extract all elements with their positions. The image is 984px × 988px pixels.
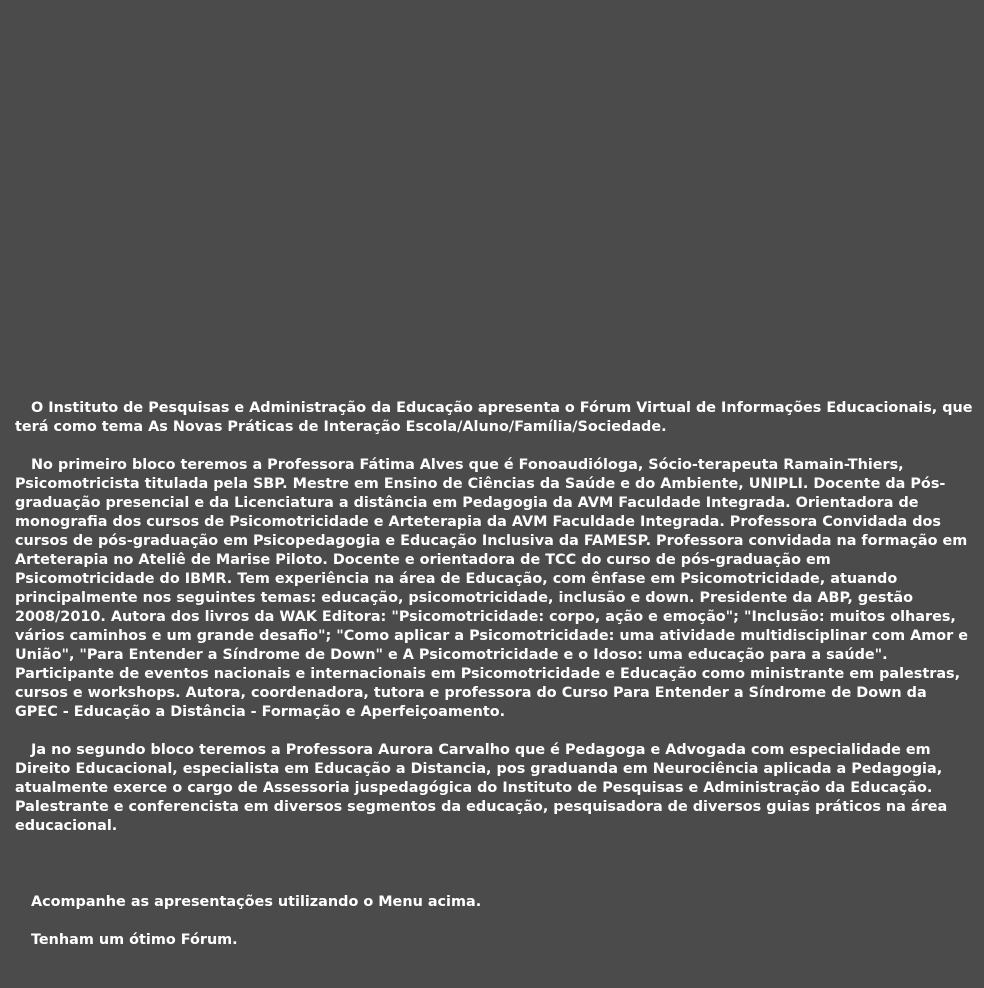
spacer [15, 722, 973, 741]
second-block-paragraph: Ja no segundo bloco teremos a Professora Aurora Carvalho que é Pedagoga e Advogada com especialidade em Direito Educacional, especialista em Educação a Distancia, pos graduanda em Neurociência aplicada a Pedagogia, atualmente exerce o cargo de Assessoria juspedagógica do Instituto de Pesquisas e Administração da Educação. Palestrante e conferencista em diversos segmentos da educação, pesquisadora de diversos guias práticos na área educacional. [15, 742, 948, 834]
spacer [15, 437, 973, 456]
spacer [15, 836, 973, 893]
forum-description [15, 399, 973, 950]
menu-hint-paragraph: Acompanhe as apresentações utilizando o Menu acima. [31, 894, 482, 910]
intro-paragraph: O Instituto de Pesquisas e Administração da Educação apresenta o Fórum Virtual de Informações Educacionais, que terá como tema As Novas Práticas de Interação Escola/Aluno/Família/Sociedade. [15, 400, 973, 435]
closing-paragraph: Tenham um ótimo Fórum. [31, 932, 238, 948]
spacer [15, 912, 973, 931]
first-block-paragraph: No primeiro bloco teremos a Professora Fátima Alves que é Fonoaudióloga, Sócio-terapeuta Ramain-Thiers, Psicomotricista titulada pela SBP. Mestre em Ensino de Ciências da Saúde e do Ambiente, UNIPLI. Docente da Pós-graduação presencial e da Licenciatura a distância em Pedagogia da AVM Faculdade Integrada. Orientadora de monografia dos cursos de Psicomotricidade e Arteterapia da AVM Faculdade Integrada. Professora Convidada dos cursos de pós-graduação em Psicopedagogia e Educação Inclusiva da FAMESP. Professora convidada na formação em Arteterapia no Ateliê de Marise Piloto. Docente e orientadora de TCC do curso de pós-graduação em Psicomotricidade do IBMR. Tem experiência na área de Educação, com ênfase em Psicomotricidade, atuando principalmente nos seguintes temas: educação, psicomotricidade, inclusão e down. Presidente da ABP, gestão 2008/2010. Autora dos livros da WAK Editora: "Psicomotricidade: corpo, ação e emoção"; "Inclusão: muitos olhares, vários caminhos e um grande desafio"; "Como aplicar a Psicomotricidade: uma atividade multidisciplinar com Amor e União", "Para Entender a Síndrome de Down" e A Psicomotricidade e o Idoso: uma educação para a saúde". Participante de eventos nacionais e internacionais em Psicomotricidade e Educação como ministrante em palestras, cursos e workshops. Autora, coordenadora, tutora e professora do Curso Para Entender a Síndrome de Down da GPEC - Educação a Distância - Formação e Aperfeiçoamento. [15, 457, 969, 720]
